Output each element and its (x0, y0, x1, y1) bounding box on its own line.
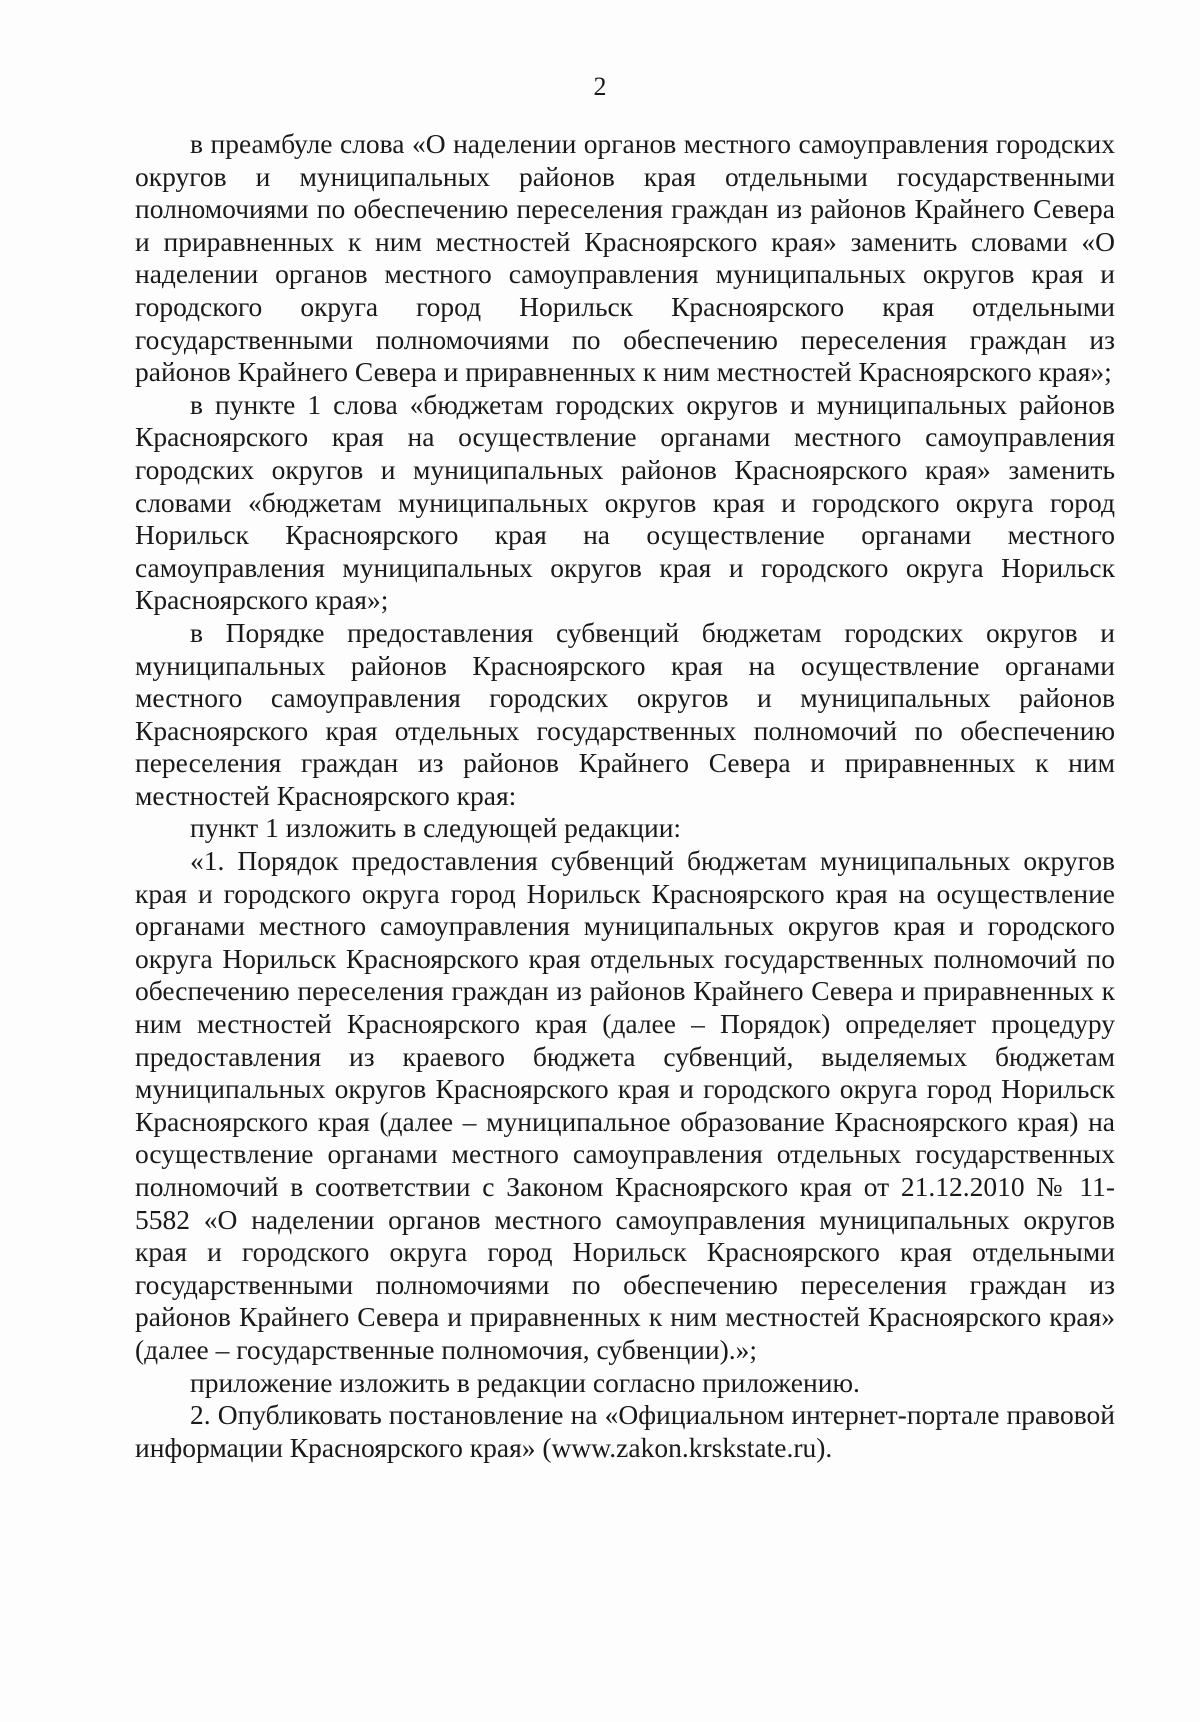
paragraph-quoted-point-1: «1. Порядок предоставления субвенций бюджетам муниципальных округов края и городского округа город Норильск Красноярского края на осуществление органами местного самоуправления муниципальных округов края и городского округа Норильск Красноярского края отдельных государственных полномочий по обеспечению переселения граждан из районов Крайнего Севера и приравненных к ним местностей Красноярского края (далее – Порядок) определяет процедуру предоставления из краевого бюджета субвенций, выделяемых бюджетам муниципальных округов Красноярского края и городского округа город Норильск Красноярского края (далее – муниципальное образование Красноярского края) на осуществление органами местного самоуправления отдельных государственных полномочий в соответствии с Законом Красноярского края от 21.12.2010 № 11-5582 «О наделении органов местного самоуправления муниципальных округов края и городского округа город Норильск Красноярского края отдельными государственными полномочиями по обеспечению переселения граждан из районов Крайнего Севера и приравненных к ним местностей Красноярского края» (далее – государственные полномочия, субвенции).»; (135, 845, 1115, 1365)
paragraph-appendix: приложение изложить в редакции согласно приложению. (190, 1366, 860, 1398)
paragraph-point-1-new-wording: пункт 1 изложить в следующей редакции: (190, 812, 682, 844)
paragraph-publication: 2. Опубликовать постановление на «Официальном интернет-портале правовой информации Красноярского края» (www.zakon.krskstate.ru). (135, 1399, 1115, 1463)
paragraph-preamble-amendment: в преамбуле слова «О наделении органов местного самоуправления городских округов и муниципальных районов края отдельными государственными полномочиями по обеспечению переселения граждан из районов Крайнего Севера и приравненных к ним местностей Красноярского края» заменить словами «О наделении органов местного самоуправления муниципальных округов края и городского округа город Норильск Красноярского края отдельными государственными полномочиями по обеспечению переселения граждан из районов Крайнего Севера и приравненных к ним местностей Красноярского края»; (135, 128, 1115, 388)
paragraph-point-1-amendment: в пункте 1 слова «бюджетам городских округов и муниципальных районов Красноярского края на осуществление органами местного самоуправления городских округов и муниципальных районов Красноярского края» заменить словами «бюджетам муниципальных округов края и городского округа город Норильск Красноярского края на осуществление органами местного самоуправления муниципальных округов края и городского округа Норильск Красноярского края»; (135, 388, 1115, 616)
document-body (135, 128, 1115, 1464)
page-number: 2 (593, 72, 607, 101)
paragraph-procedure-amendment: в Порядке предоставления субвенций бюджетам городских округов и муниципальных районов Красноярского края на осуществление органами местного самоуправления городских округов и муниципальных районов Красноярского края отдельных государственных полномочий по обеспечению переселения граждан из районов Крайнего Севера и приравненных к ним местностей Красноярского края: (135, 616, 1115, 811)
